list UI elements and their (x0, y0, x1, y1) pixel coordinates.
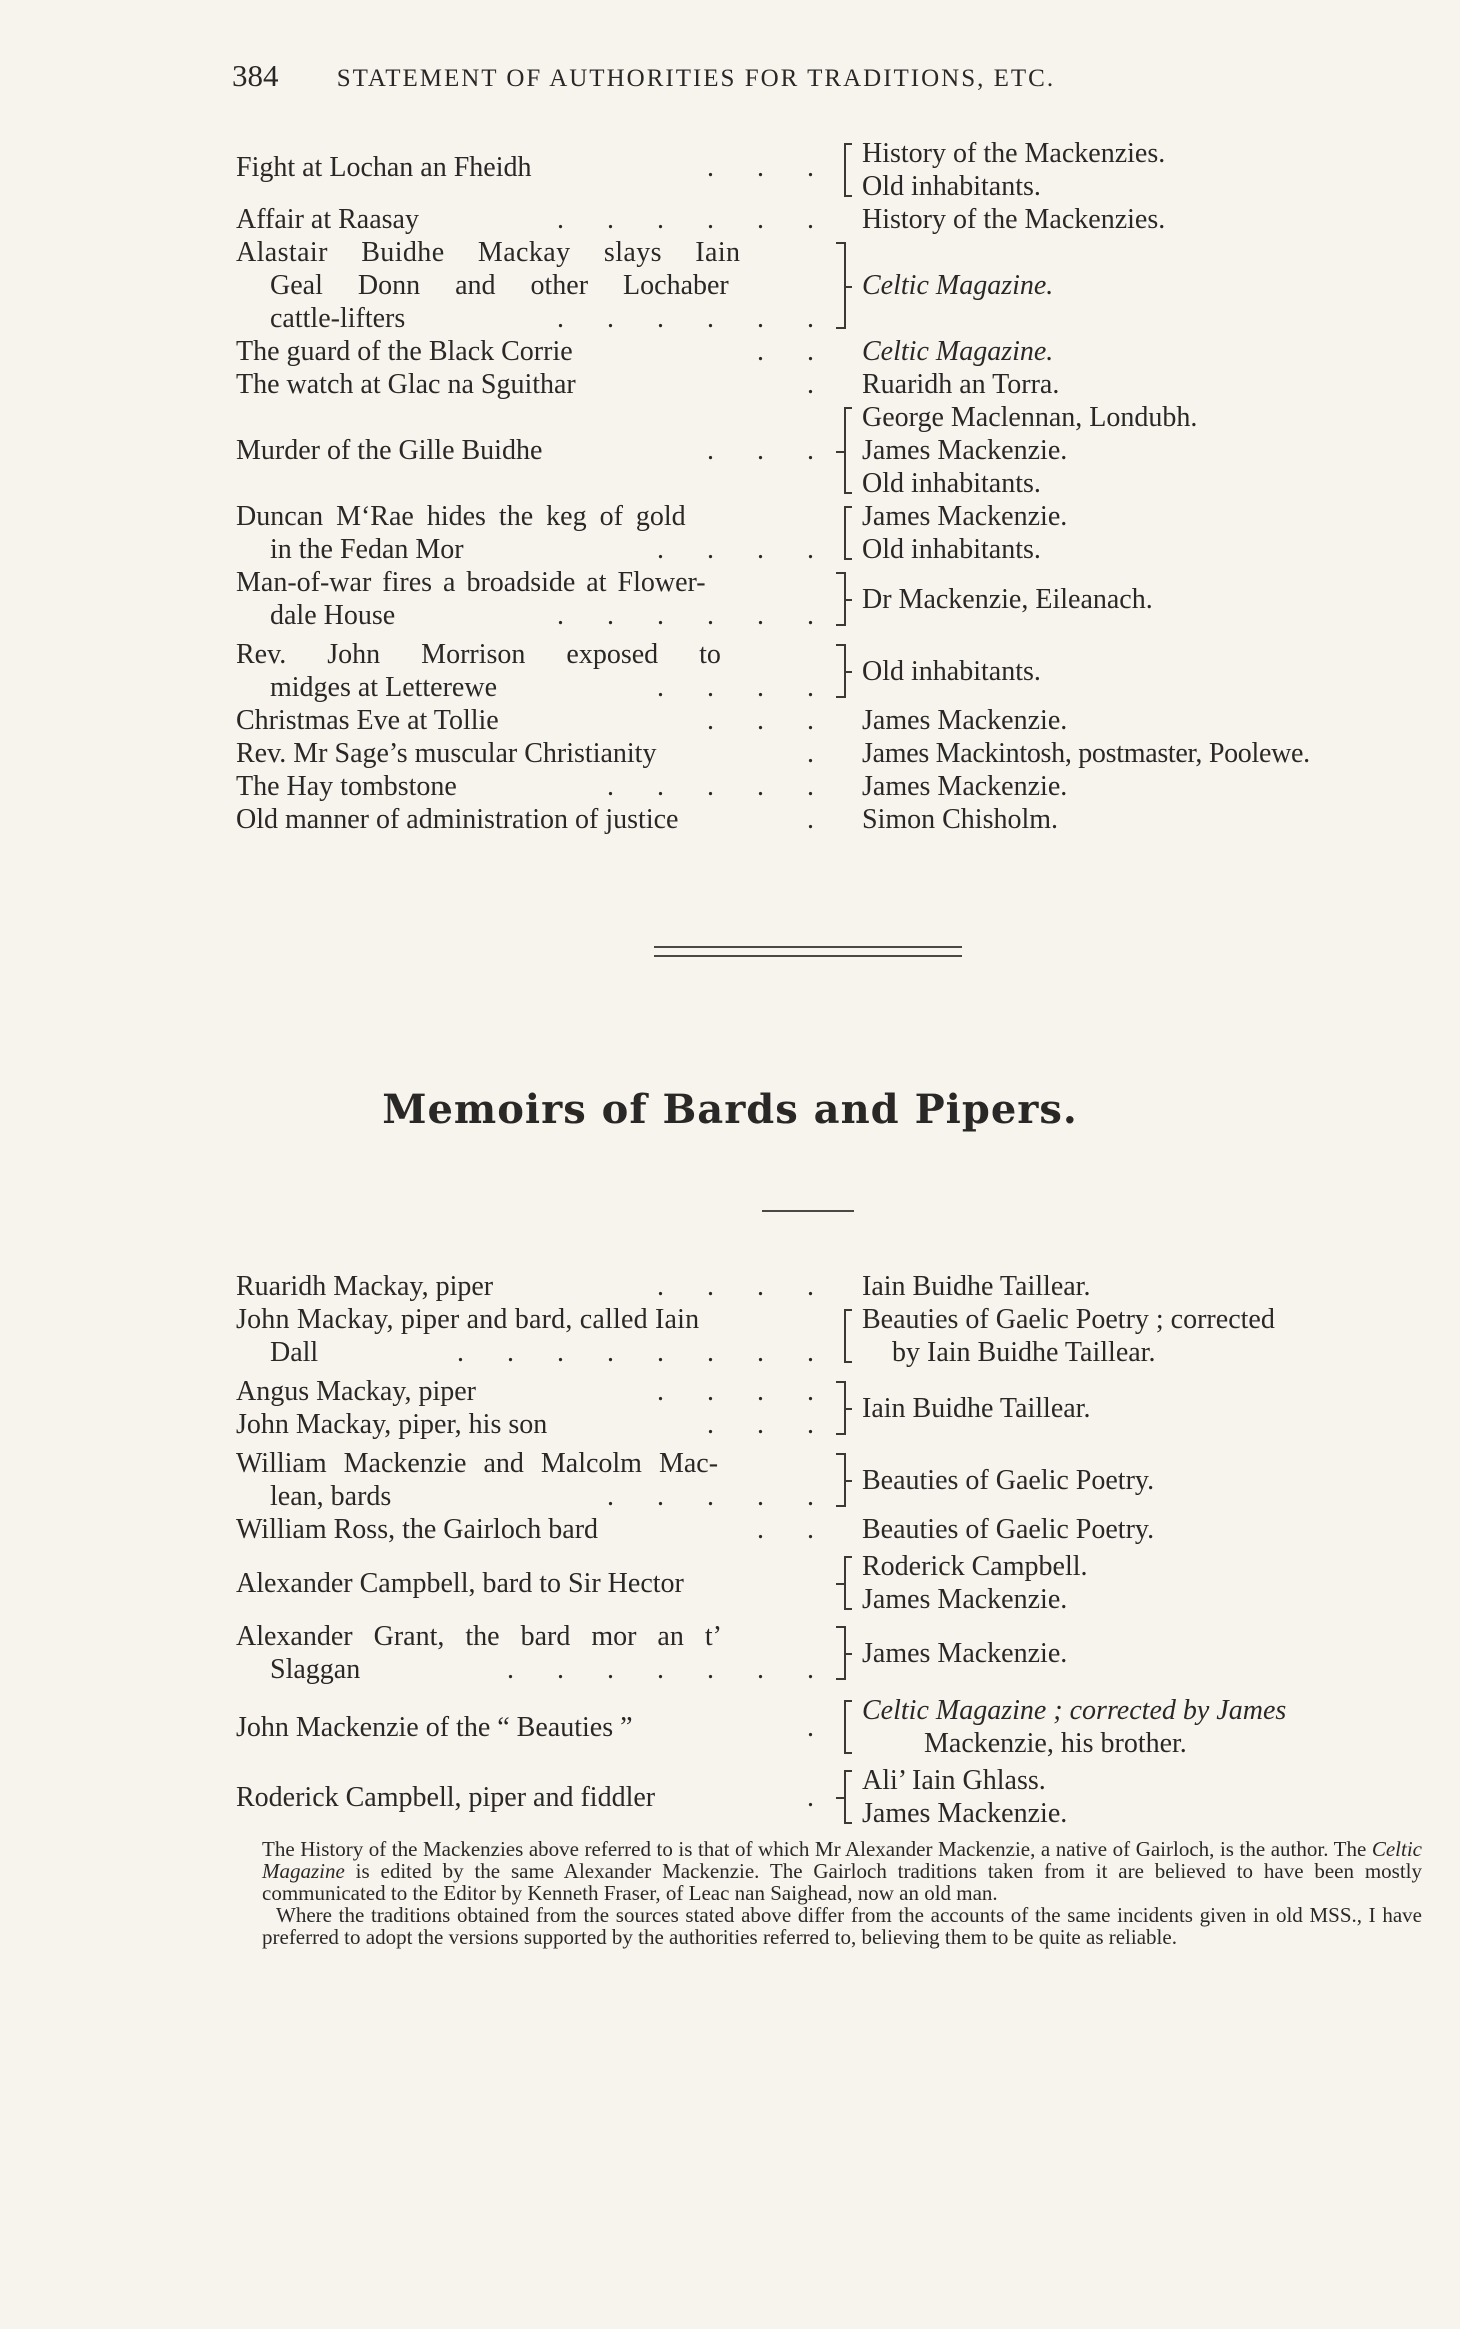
tradition-name: The Hay tombstone (236, 771, 457, 802)
bards-table (236, 1270, 1416, 1830)
bard-name: Dall (270, 1337, 319, 1368)
authority: Iain Buidhe Taillear. (862, 1271, 1091, 1302)
authority: Celtic Magazine ; corrected by James (862, 1695, 1287, 1726)
table-row: William Mackenzie and Malcolm Mac- lean, bards . . . . . Beauties of Gaelic Poetry. (236, 1447, 1416, 1513)
short-rule-divider (762, 1210, 854, 1212)
traditions-table (236, 137, 1416, 836)
tradition-name: Rev. Mr Sage’s muscular Christianity (236, 738, 657, 769)
tradition-name: The guard of the Black Corrie (236, 336, 573, 367)
authority: James Mackenzie. (862, 501, 1068, 532)
double-rule-divider (654, 946, 962, 957)
tradition-name: Geal Donn and other Lochaber (270, 270, 729, 301)
running-header (232, 58, 1292, 94)
bard-name: Angus Mackay, piper (236, 1376, 477, 1407)
authority: Celtic Magazine. (862, 336, 1054, 367)
bard-name: Alexander Campbell, bard to Sir Hector (236, 1567, 684, 1599)
table-row: Murder of the Gille Buidhe . . . George Maclennan, Londubh. James Mackenzie. Old inhabitants. (236, 401, 1416, 500)
authority: James Mackenzie. (862, 1637, 1068, 1669)
authority: by Iain Buidhe Taillear. (892, 1337, 1156, 1368)
table-row: John Mackay, piper and bard, called Iain Dall . . . . . . . . Beauties of Gaelic Poetry ; corrected by Iain Buidhe Taillear. (236, 1303, 1416, 1369)
authority: Roderick Campbell. (862, 1551, 1088, 1582)
footnote-text: The History of the Mackenzies above referred to is that of which Mr Alexander Mackenzie, a native of Gairloch, is the author. The (262, 1837, 1372, 1861)
tradition-name: dale House (270, 600, 396, 631)
table-row: Affair at Raasay . . . . . . History of the Mackenzies. (236, 203, 1416, 236)
authority: Dr Mackenzie, Eileanach. (862, 583, 1153, 615)
table-row: Alexander Grant, the bard mor an t’ Slaggan . . . . . . . James Mackenzie. (236, 1620, 1416, 1686)
bard-name: John Mackenzie of the “ Beauties ” (236, 1711, 633, 1743)
bard-name: William Ross, the Gairloch bard (236, 1514, 599, 1545)
table-row: Roderick Campbell, piper and fiddler . Ali’ Iain Ghlass. James Mackenzie. (236, 1764, 1416, 1830)
authority: George Maclennan, Londubh. (862, 402, 1198, 433)
authority: Iain Buidhe Taillear. (862, 1392, 1091, 1424)
authority: Mackenzie, his brother. (924, 1728, 1187, 1759)
tradition-name: Alastair Buidhe Mackay slays Iain (236, 237, 741, 268)
authority: James Mackenzie. (862, 1798, 1068, 1829)
footnote-italic: Celtic Magazine (262, 1837, 1422, 1883)
table-row: William Ross, the Gairloch bard . . Beauties of Gaelic Poetry. (236, 1513, 1416, 1546)
table-row: The guard of the Black Corrie . . Celtic Magazine. (236, 335, 1416, 368)
bard-name: Ruaridh Mackay, piper (236, 1271, 494, 1302)
bard-name: Roderick Campbell, piper and fiddler (236, 1781, 656, 1813)
tradition-name: cattle-lifters (270, 303, 406, 334)
footnote-text: is edited by the same Alexander Mackenzie. The Gairloch traditions taken from it are believed to have been mostly communicated to the Editor by Kenneth Fraser, of Leac nan Saighead, now an old man. (262, 1859, 1422, 1905)
authority: Ruaridh an Torra. (862, 369, 1060, 400)
footnote-paragraph: Where the traditions obtained from the sources stated above differ from the accounts of the same incidents given in old MSS., I have preferred to adopt the versions supported by the authorities referred to, believing them to be quite as reliable. (262, 1903, 1422, 1949)
table-row: Rev. Mr Sage’s muscular Christianity . James Mackintosh, postmaster, Poolewe. (236, 737, 1416, 770)
authority: Simon Chisholm. (862, 804, 1059, 835)
authority: James Mackenzie. (862, 771, 1068, 802)
table-row: Angus Mackay, piper . . . . John Mackay, piper, his son . . . Iain Buidhe Taillear. (236, 1375, 1416, 1441)
table-row: Duncan M‘Rae hides the keg of gold in the Fedan Mor . . . . James Mackenzie. Old inhabitants. (236, 500, 1416, 566)
table-row: Old manner of administration of justice . Simon Chisholm. (236, 803, 1416, 836)
authority: James Mackenzie. (862, 1584, 1068, 1615)
authority: James Mackenzie. (862, 435, 1068, 466)
authority: Old inhabitants. (862, 655, 1041, 687)
bard-name: John Mackay, piper, his son (236, 1409, 548, 1440)
authority: Old inhabitants. (862, 534, 1041, 565)
table-row: Man-of-war fires a broadside at Flower- dale House . . . . . . Dr Mackenzie, Eileanach. (236, 566, 1416, 632)
tradition-name: Fight at Lochan an Fheidh (236, 152, 532, 183)
authority: Beauties of Gaelic Poetry. (862, 1514, 1155, 1545)
bard-name: William Mackenzie and Malcolm Mac- (236, 1448, 719, 1479)
authority: Beauties of Gaelic Poetry ; corrected (862, 1304, 1275, 1335)
table-row (236, 1550, 1416, 1616)
bard-name: lean, bards (270, 1481, 392, 1512)
tradition-name: Christmas Eve at Tollie (236, 705, 499, 736)
tradition-name: Duncan M‘Rae hides the keg of gold (236, 501, 686, 532)
table-row: Christmas Eve at Tollie . . . James Mackenzie. (236, 704, 1416, 737)
tradition-name: Murder of the Gille Buidhe (236, 435, 543, 466)
authority: History of the Mackenzies. (862, 138, 1166, 169)
running-title: STATEMENT OF AUTHORITIES FOR TRADITIONS, ETC. (336, 65, 1056, 92)
authority: Ali’ Iain Ghlass. (862, 1765, 1046, 1796)
table-row: The Hay tombstone . . . . . James Mackenzie. (236, 770, 1416, 803)
bard-name: Alexander Grant, the bard mor an t’ (236, 1621, 722, 1652)
authority: James Mackenzie. (862, 705, 1068, 736)
authority: Beauties of Gaelic Poetry. (862, 1464, 1155, 1496)
section-title: Memoirs of Bards and Pipers. (382, 1086, 1078, 1133)
tradition-name: in the Fedan Mor (270, 534, 464, 565)
footnote-paragraph (262, 1838, 1422, 1904)
tradition-name: midges at Letterewe (270, 672, 498, 703)
authority: Old inhabitants. (862, 468, 1041, 499)
footnote (262, 1838, 1422, 1948)
bard-name: John Mackay, piper and bard, called Iain (236, 1304, 700, 1335)
tradition-name: Old manner of administration of justice (236, 804, 679, 835)
bard-name: Slaggan (270, 1654, 361, 1685)
authority: Celtic Magazine. (862, 270, 1054, 301)
page-number: 384 (232, 58, 279, 93)
authority: Old inhabitants. (862, 171, 1041, 202)
authority: History of the Mackenzies. (862, 204, 1166, 235)
tradition-name: The watch at Glac na Sguithar (236, 369, 576, 400)
tradition-name: Affair at Raasay (236, 204, 419, 235)
tradition-name: Man-of-war fires a broadside at Flower- (236, 567, 706, 598)
table-row: John Mackenzie of the “ Beauties ” . Celtic Magazine ; corrected by James Mackenzie, his brother. (236, 1694, 1416, 1760)
table-row: Ruaridh Mackay, piper . . . . Iain Buidhe Taillear. (236, 1270, 1416, 1303)
tradition-name: Rev. John Morrison exposed to (236, 639, 721, 670)
authority: James Mackintosh, postmaster, Poolewe. (862, 738, 1310, 769)
table-row: Fight at Lochan an Fheidh . . . History of the Mackenzies. Old inhabitants. (236, 137, 1416, 203)
table-row: Alastair Buidhe Mackay slays Iain Geal Donn and other Lochaber cattle-lifters . . . . . . Celtic Magazine. (236, 236, 1416, 335)
table-row: Rev. John Morrison exposed to midges at Letterewe . . . . Old inhabitants. (236, 638, 1416, 704)
table-row: The watch at Glac na Sguithar . Ruaridh an Torra. (236, 368, 1416, 401)
